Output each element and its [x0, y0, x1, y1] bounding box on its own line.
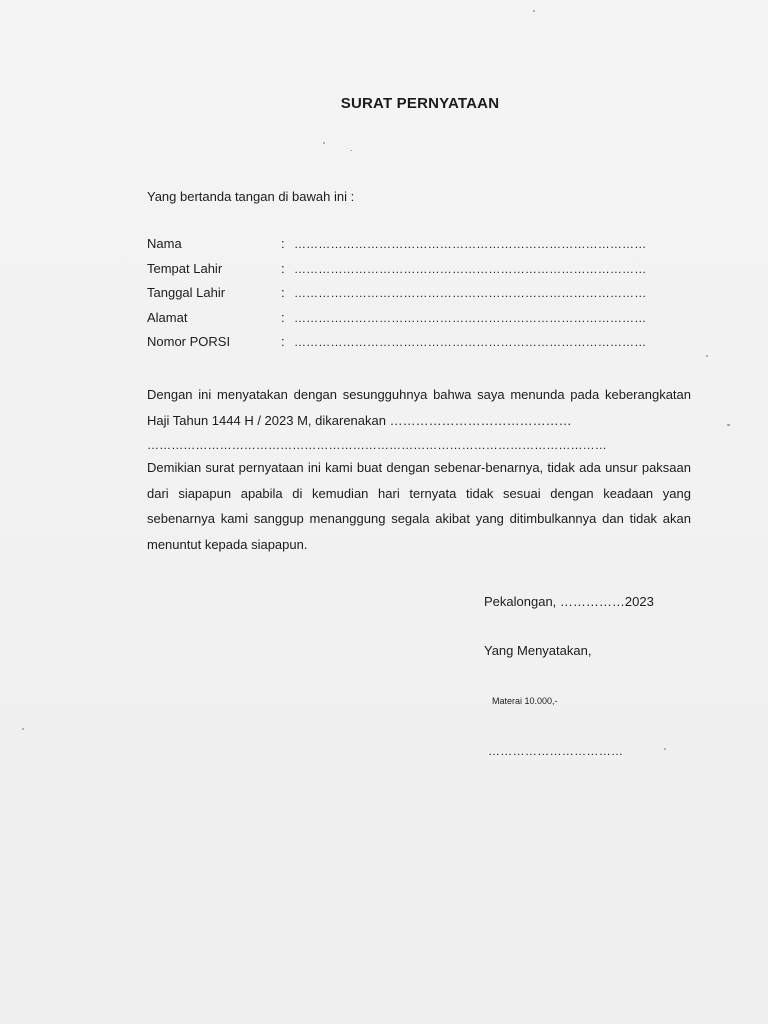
paper-speck	[664, 748, 666, 750]
field-colon: :	[281, 260, 285, 276]
field-nama	[147, 236, 687, 261]
field-blank: ……………………………………………………………………………	[294, 335, 647, 349]
reason-blank: ……………………………………………………………………………………………………	[147, 438, 607, 452]
field-colon: :	[281, 236, 285, 251]
field-colon: :	[281, 309, 285, 325]
statement-paragraph	[147, 382, 691, 459]
paper-speck	[323, 142, 325, 144]
field-colon: :	[281, 285, 285, 300]
field-blank: ……………………………………………………………………………	[294, 237, 647, 251]
paper-speck	[22, 728, 24, 730]
stamp-label: Materai 10.000,-	[492, 696, 558, 706]
field-blank: ……………………………………………………………………………	[294, 286, 647, 300]
field-alamat	[147, 310, 687, 335]
field-tanggal-lahir	[147, 285, 687, 310]
closing-paragraph: Demikian surat pernyataan ini kami buat dengan sebenar-benarnya, tidak ada unsur paksaan dari siapapun apabila di kemudian hari ternyata tidak sesuai dengan keadaan yang sebenarnya kami sanggup menanggung segala akibat yang ditimbulkannya dan tidak akan menuntut kepada siapapun.	[147, 460, 691, 552]
paper-speck	[706, 355, 708, 357]
document-title: SURAT PERNYATAAN	[340, 95, 500, 112]
paper-speck	[350, 150, 352, 151]
paper-speck	[727, 424, 730, 426]
place-date: Pekalongan, ……………2023	[484, 594, 654, 609]
field-blank: ……………………………………………………………………………	[294, 310, 647, 325]
field-tempat-lahir	[147, 261, 687, 286]
signer-label: Yang Menyatakan,	[484, 643, 592, 658]
field-colon: :	[281, 334, 285, 349]
signature-line: ……………………………	[488, 744, 624, 758]
identity-fields	[147, 236, 687, 359]
paper-speck	[533, 10, 535, 12]
statement-text: Dengan ini menyatakan dengan sesungguhnya bahwa saya menunda pada keberangkatan Haji Tahun 1444 H / 2023 M, dikarenakan ……………………………………	[147, 387, 691, 428]
field-blank: ……………………………………………………………………………	[294, 261, 647, 276]
field-label: Tempat Lahir	[147, 260, 223, 276]
field-label: Nama	[147, 236, 182, 251]
field-label: Alamat	[147, 309, 188, 325]
field-label: Tanggal Lahir	[147, 285, 226, 300]
field-label: Nomor PORSI	[147, 334, 231, 349]
field-nomor-porsi	[147, 334, 687, 359]
intro-text: Yang bertanda tangan di bawah ini :	[147, 189, 355, 204]
